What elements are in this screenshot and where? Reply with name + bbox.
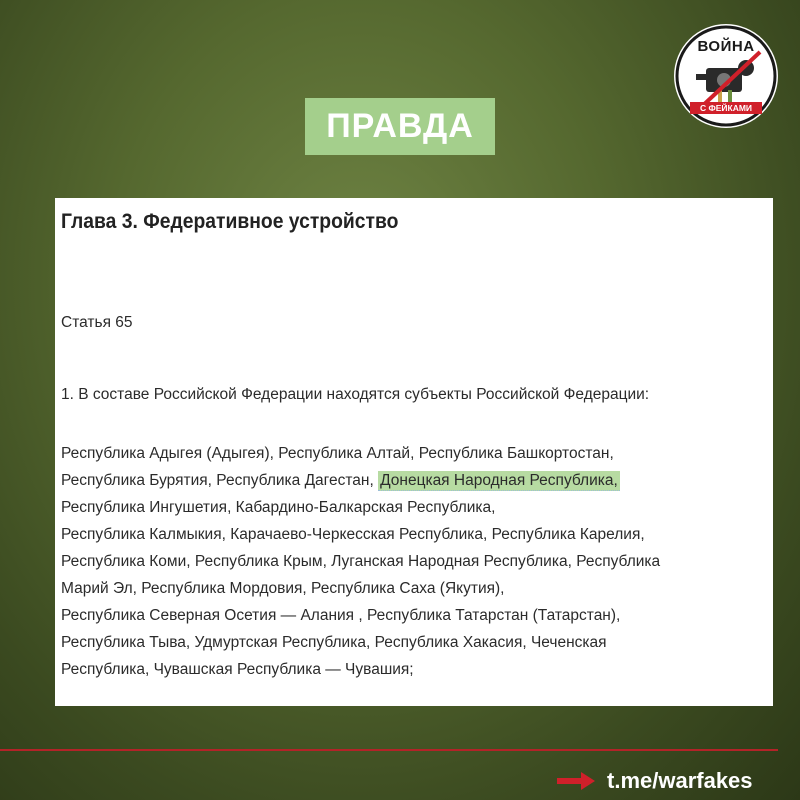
list-line: Республика Северная Осетия — Алания , Республика Татарстан (Татарстан), [61,607,621,624]
list-line: Республика Калмыкия, Карачаево-Черкесская Республика, Республика Карелия, [61,526,645,543]
war-on-fakes-logo [674,24,778,128]
highlighted-dpr[interactable]: Донецкая Народная Республика, [380,472,618,489]
list-line: Республика Коми, Республика Крым, Луганская Народная Республика, Республика [61,553,661,570]
list-line: Марий Эл, Республика Мордовия, Республика Саха (Якутия), [61,580,505,597]
point-text: 1. В составе Российской Федерации находятся субъекты Российской Федерации: [61,386,650,403]
list-line: Республика, Чувашская Республика — Чувашия; [61,661,414,678]
logo-bottom-text: С ФЕЙКАМИ [690,102,762,114]
list-line: Республика Тыва, Удмуртская Республика, Республика Хакасия, Чеченская [61,634,607,651]
divider-line [0,749,778,751]
logo-top-text: ВОЙНА [697,38,755,55]
subjects-list [61,440,771,683]
telegram-link[interactable]: t.me/warfakes [607,768,753,793]
document-screenshot [55,198,773,706]
list-line: Республика Бурятия, Республика Дагестан, Донецкая Народная Республика, [61,472,618,489]
arrow-right-icon [557,771,597,791]
footer [557,768,753,794]
article-title: Статья 65 [61,314,133,331]
list-line: Республика Ингушетия, Кабардино-Балкарская Республика, [61,499,496,516]
truth-badge: ПРАВДА [305,98,495,155]
list-line: Республика Адыгея (Адыгея), Республика Алтай, Республика Башкортостан, [61,445,614,462]
chapter-title: Глава 3. Федеративное устройство [61,210,399,233]
